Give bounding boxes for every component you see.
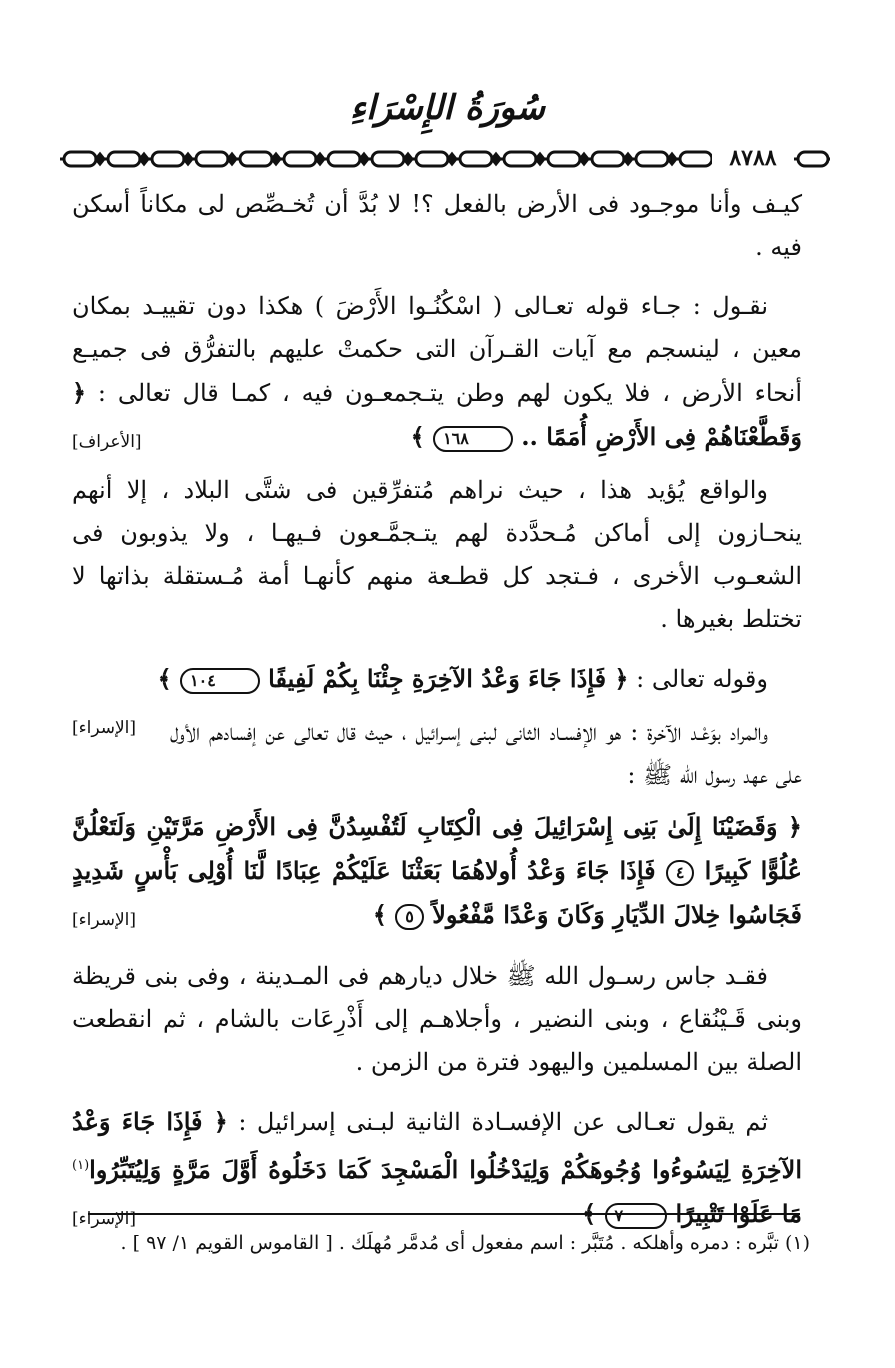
paragraph-6 <box>72 805 802 937</box>
border-link <box>592 152 624 166</box>
main-text <box>72 183 802 1241</box>
quran-verse: ﴿ فَإِذَا جَاءَ وَعْدُ الآخِرَةِ لِيَسُوءُوا وُجُوهَكُمْ وَلِيَدْخُلُوا الْمَسْجِدَ كَمَا دَخَلُوهُ أَوَّلَ مَرَّةٍ وَلِيُتَبِّرُوا <box>72 1107 802 1184</box>
border-diamond <box>536 154 544 164</box>
paragraph-8 <box>72 1100 802 1236</box>
quran-verse-continued: مَا عَلَوْا تَتْبِيرًا <box>667 1199 802 1228</box>
border-diamond <box>228 154 236 164</box>
verse-reference: [الإسراء] <box>72 1209 137 1229</box>
verse-number: ١٦٨ <box>433 426 513 452</box>
paragraph-1: كيـف وأنا موجـود فى الأرض بالفعل ؟! لا بُدَّ أن تُخـصِّص لى مكاناً أسكن فيه . <box>72 190 802 261</box>
border-diamond <box>96 154 104 164</box>
verse-close: ﴾ <box>582 1199 605 1228</box>
border-link <box>108 152 140 166</box>
verse-reference: [الإسراء] <box>72 718 137 738</box>
footnote-separator <box>88 1213 800 1215</box>
border-diamond <box>140 154 148 164</box>
paragraph-4 <box>72 657 802 738</box>
border-link <box>152 152 184 166</box>
border-link <box>680 152 712 166</box>
paragraph-5: والمراد بوَعْـد الآخرة : هو الإفسـاد الثانى لبنى إسـرائيل ، حيث قال تعالى عن إفسادهم الأول على عهد رسول الله ﷺ : <box>170 718 802 789</box>
border-link <box>636 152 668 166</box>
verse-close: ﴾ <box>157 664 181 693</box>
verse-number: ٥ <box>395 904 424 930</box>
quran-verse-continued: فَإِذَا جَاءَ وَعْدُ أُولاهُمَا بَعَثْنَا عَلَيْكُمْ عِبَادًا لَّنَا أُوْلِى بَأْسٍ شَدِيدٍ فَجَاسُوا خِلالَ الدِّيَارِ وَكَانَ وَعْدًا مَّفْعُولاً <box>72 856 802 929</box>
border-link <box>416 152 448 166</box>
border-diamond <box>360 154 368 164</box>
border-diamond <box>492 154 500 164</box>
verse-reference: [الإسراء] <box>72 910 137 930</box>
verse-close: ﴾ <box>410 422 434 451</box>
border-diamond <box>624 154 632 164</box>
border-link <box>460 152 492 166</box>
page-number: ٨٧٨٨ <box>712 145 794 171</box>
border-link <box>196 152 228 166</box>
quran-verse: ﴿ فَإِذَا جَاءَ وَعْدُ الآخِرَةِ جِئْنَا بِكُمْ لَفِيفًا <box>259 664 629 693</box>
border-diamond <box>580 154 588 164</box>
border-diamond <box>316 154 324 164</box>
border-link <box>328 152 360 166</box>
quran-verse: ﴿ وَقَضَيْنَا إِلَىٰ بَنِى إِسْرَائِيلَ فِى الْكِتَابِ لَتُفْسِدُنَّ فِى الأَرْضِ مَرَّتَيْنِ وَلَتَعْلُنَّ عُلُوًّا كَبِيرًا <box>72 812 802 885</box>
border-diamond <box>448 154 456 164</box>
border-link <box>798 152 828 166</box>
verse-close: ﴾ <box>372 900 396 929</box>
paragraph-3: والواقع يُؤيد هذا ، حيث نراهم مُتفرِّقين فى شتَّى البلاد ، إلا أنهم ينحـازون إلى أماكن مُـحدَّدة لهم يتـجمَّـعون فـيهـا ، ولا يذوبون فى الشعـوب الأخرى ، فـتجد كل قطـعة منهم كأنهـا أمة مُـستقلة بذاتها لا تختلط بغيرها . <box>72 476 802 633</box>
surah-title: سُورَةُ الإِسْرَاءِ <box>350 88 545 128</box>
paragraph-4-text: وقوله تعالى : <box>636 665 768 693</box>
paragraph-2 <box>72 285 802 459</box>
verse-number: ١٠٤ <box>180 668 260 694</box>
border-link <box>64 152 96 166</box>
border-diamond <box>184 154 192 164</box>
footnote-marker: (١) <box>72 1158 90 1173</box>
footnote: (١) تبَّره : دمره وأهلكه . مُتَبَّر : اسم مفعول أى مُدمَّر مُهلَك . [ القاموس القويم ١/ ٩٧ ] . <box>120 1232 810 1254</box>
border-diamond <box>668 154 676 164</box>
border-link <box>240 152 272 166</box>
paragraph-2-text: نقـول : جـاء قوله تعـالى ( اسْكُنُـوا الأَرْضَ ) هكذا دون تقييـد بمكان معين ، لينسجم مع آيات القـرآن التى حكمتْ عليهم بالتفرُّق فى جميـع أنحاء الأرض ، فلا يكون لهم وطن يتـجمعـون فيه ، كمـا قال تعالى : <box>72 292 803 407</box>
border-diamond <box>272 154 280 164</box>
border-link <box>284 152 316 166</box>
border-link <box>504 152 536 166</box>
border-link <box>548 152 580 166</box>
border-diamond <box>404 154 412 164</box>
border-link <box>372 152 404 166</box>
paragraph-7: فقـد جاس رسـول الله ﷺ خلال ديارهم فى المـدينة ، وفى بنى قريظة وبنى قَـيْنُقاع ، وبنى النضير ، وأجلاهـم إلى أَذْرِعَات بالشام ، ثم انقطعت الصلة بين المسلمين واليهود فترة من الزمن . <box>72 962 802 1076</box>
verse-number: ٧ <box>605 1203 668 1229</box>
quran-verse: ﴿ وَقَطَّعْنَاهُمْ فِى الأَرْضِ أُمَمًا .. <box>72 378 802 451</box>
verse-reference: [الأعراف] <box>72 432 142 452</box>
paragraph-8-text: ثم يقول تعـالى عن الإفسـادة الثانية لبـنى إسرائيل : <box>238 1108 768 1136</box>
verse-number: ٤ <box>666 860 695 886</box>
